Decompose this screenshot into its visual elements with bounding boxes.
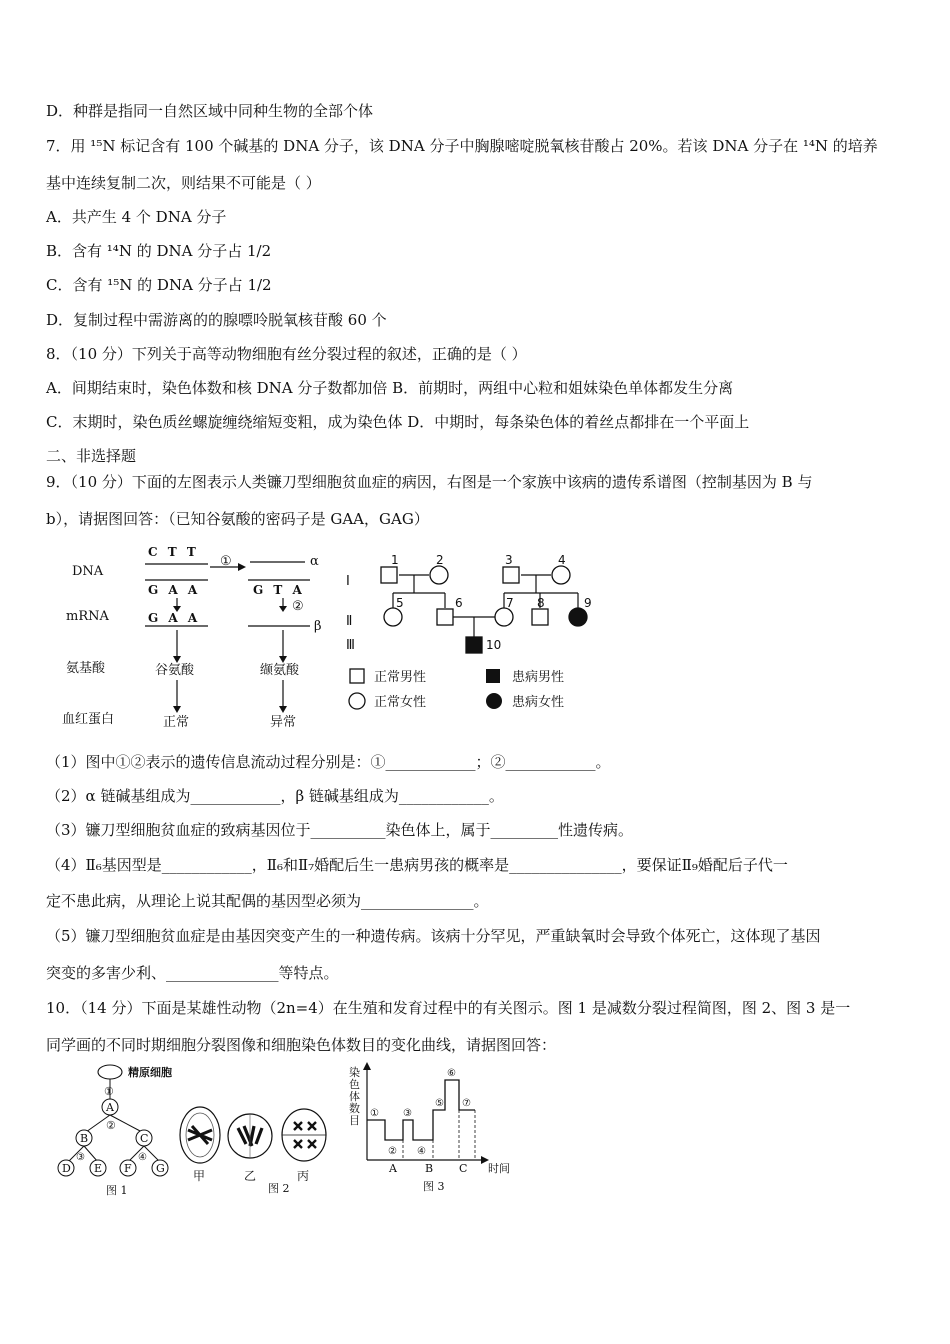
generation-label-ii: Ⅱ [346,614,353,629]
pedigree-chart [340,545,610,715]
individual-8-normal-male [532,609,548,625]
fig1-node-e: E [94,1162,103,1175]
dna-mutant-strand: G T A [253,583,305,597]
fig3-xtick-b: B [425,1162,434,1175]
q9-part-2: （2）α 链碱基组成为____________，β 链碱基组成为____________。 [46,787,504,805]
fig3-xtick-c: C [459,1162,468,1175]
generation-label-i: Ⅰ [346,574,350,589]
individual-7-normal-female [495,608,513,626]
fig1-node-b: B [80,1132,89,1145]
figure-3-chromosome-curve [345,1062,525,1197]
id-5: 5 [396,596,404,610]
q9-part-3: （3）镰刀型细胞贫血症的致病基因位于__________染色体上，属于_________性遗传病。 [46,821,634,839]
fig3-ylabel-4: 目 [349,1114,360,1127]
fig1-step-3: ③ [76,1152,85,1163]
dna-bottom-strand: G A A [148,583,201,597]
q7-stem: 7．用 ¹⁵N 标记含有 100 个碱基的 DNA 分子，该 DNA 分子中胸腺嘧啶脱氧核苷酸占 20%。若该 DNA 分子在 ¹⁴N 的培养 [46,137,878,155]
id-9: 9 [584,596,592,610]
id-2: 2 [436,553,444,567]
hemoglobin-abnormal: 异常 [270,715,297,730]
legend-affected-female: 患病女性 [512,695,565,710]
amino-acid-mutant: 缬氨酸 [260,663,300,678]
row-label-amino-acid: 氨基酸 [66,661,106,676]
fig3-ylabel-2: 体 [349,1090,360,1103]
fig1-step-1: ① [104,1085,114,1098]
fig3-step-2: ② [388,1146,397,1157]
fig1-node-c: C [140,1132,149,1145]
legend-affected-male-icon [486,669,500,683]
legend-normal-female-icon [349,693,365,709]
q9-part-5: （5）镰刀型细胞贫血症是由基因突变产生的一种遗传病。该病十分罕见，严重缺氧时会导致个体死亡，这体现了基因 [46,927,821,945]
cell-bing-label: 丙 [297,1169,310,1183]
individual-3-normal-male [503,567,519,583]
q9-stem-cont: b），请据图回答：（已知谷氨酸的密码子是 GAA，GAG） [46,510,429,528]
q8-options-ab: A．间期结束时，染色体数和核 DNA 分子数都加倍 B．前期时，两组中心粒和姐妹染色单体都发生分离 [46,379,734,397]
fig1-node-g: G [156,1162,165,1175]
individual-5-normal-female [384,608,402,626]
beta-chain-label: β [314,619,322,634]
figure-1-meiosis-tree [50,1062,180,1197]
id-4: 4 [558,553,566,567]
row-label-hemoglobin: 血红蛋白 [62,712,115,727]
section-heading: 二、非选择题 [46,447,137,465]
generation-label-iii: Ⅲ [346,638,355,653]
individual-4-normal-female [552,566,570,584]
fig1-node-a: A [106,1101,114,1114]
figure-1-caption: 图 1 [106,1184,128,1197]
fig3-step-4: ④ [417,1146,426,1157]
fig3-step-7: ⑦ [462,1098,471,1109]
legend-affected-male: 患病男性 [512,670,565,685]
q9-part-5-cont: 突变的多害少利、_______________等特点。 [46,964,339,982]
individual-9-affected-female [569,608,587,626]
individual-10-affected-male [466,637,482,653]
q7-stem-cont: 基中连续复制二次，则结果不可能是（ ） [46,174,321,192]
legend-normal-male-icon [350,669,364,683]
q9-part-4-cont: 定不患此病，从理论上说其配偶的基因型必须为_______________。 [46,892,489,910]
q9-part-4: （4）Ⅱ₆基因型是____________，Ⅱ₆和Ⅱ₇婚配后生一患病男孩的概率是_______________，要保证Ⅱ₉婚配后子代一 [46,856,788,874]
q7-option-d: D．复制过程中需游离的的腺嘌呤脱氧核苷酸 60 个 [46,311,387,329]
q7-option-b: B．含有 ¹⁴N 的 DNA 分子占 1/2 [46,242,272,260]
step-1-label: ① [220,554,232,569]
dna-mutation-figure [60,540,340,740]
id-3: 3 [505,553,513,567]
individual-6-normal-male [437,609,453,625]
hemoglobin-normal: 正常 [163,715,190,730]
row-label-dna: DNA [72,564,104,579]
individual-1-normal-male [381,567,397,583]
cell-yi-label: 乙 [244,1169,257,1183]
amino-acid-normal: 谷氨酸 [155,663,195,678]
fig1-node-f: F [124,1162,132,1175]
individual-2-normal-female [430,566,448,584]
cell-jia-label: 甲 [193,1169,206,1183]
fig3-step-3: ③ [403,1108,412,1119]
legend-normal-male: 正常男性 [374,670,427,685]
q7-option-c: C．含有 ¹⁵N 的 DNA 分子占 1/2 [46,276,272,294]
q10-stem: 10．（14 分）下面是某雄性动物（2n=4）在生殖和发育过程中的有关图示。图 1 是减数分裂过程简图，图 2、图 3 是一 [46,999,851,1017]
fig3-step-1: ① [370,1108,379,1119]
fig3-xtick-a: A [389,1162,397,1175]
q8-stem: 8．（10 分）下列关于高等动物细胞有丝分裂过程的叙述，正确的是（ ） [46,345,527,363]
q10-stem-cont: 同学画的不同时期细胞分裂图像和细胞染色体数目的变化曲线，请据图回答： [46,1036,557,1054]
figure-3-caption: 图 3 [423,1180,445,1193]
fig3-ylabel-3: 数 [349,1102,360,1115]
q9-part-1: （1）图中①②表示的遗传信息流动过程分别是：①____________；②____________。 [46,753,611,771]
q9-stem: 9．（10 分）下面的左图表示人类镰刀型细胞贫血症的病因，右图是一个家族中该病的遗传系谱图（控制基因为 B 与 [46,473,813,491]
row-label-mrna: mRNA [66,609,109,624]
fig3-step-5: ⑤ [435,1098,444,1109]
figure-2-cell-images [178,1100,338,1195]
figure-2-caption: 图 2 [268,1182,290,1195]
option-6d: D．种群是指同一自然区域中同种生物的全部个体 [46,102,374,120]
id-6: 6 [455,596,463,610]
fig3-ylabel-0: 染 [349,1066,360,1079]
step-2-label: ② [292,599,304,614]
q7-option-a: A．共产生 4 个 DNA 分子 [46,208,227,226]
alpha-chain-label: α [310,554,319,569]
dna-top-strand: C T T [148,545,199,559]
fig3-ylabel-1: 色 [349,1078,360,1091]
fig1-step-4: ④ [138,1152,147,1163]
id-1: 1 [391,553,399,567]
fig1-step-2: ② [106,1119,116,1132]
id-10: 10 [486,638,502,652]
spermatogonium-label: 精原细胞 [128,1066,172,1079]
q8-options-cd: C．末期时，染色质丝螺旋缠绕缩短变粗，成为染色体 D．中期时，每条染色体的着丝点都排在一个平面上 [46,413,750,431]
fig1-node-d: D [62,1162,71,1175]
id-8: 8 [537,596,545,610]
legend-normal-female: 正常女性 [374,695,427,710]
id-7: 7 [506,596,514,610]
fig3-xlabel: 时间 [488,1162,510,1175]
legend-affected-female-icon [486,693,502,709]
fig3-step-6: ⑥ [447,1068,456,1079]
mrna-normal: G A A [148,611,201,625]
